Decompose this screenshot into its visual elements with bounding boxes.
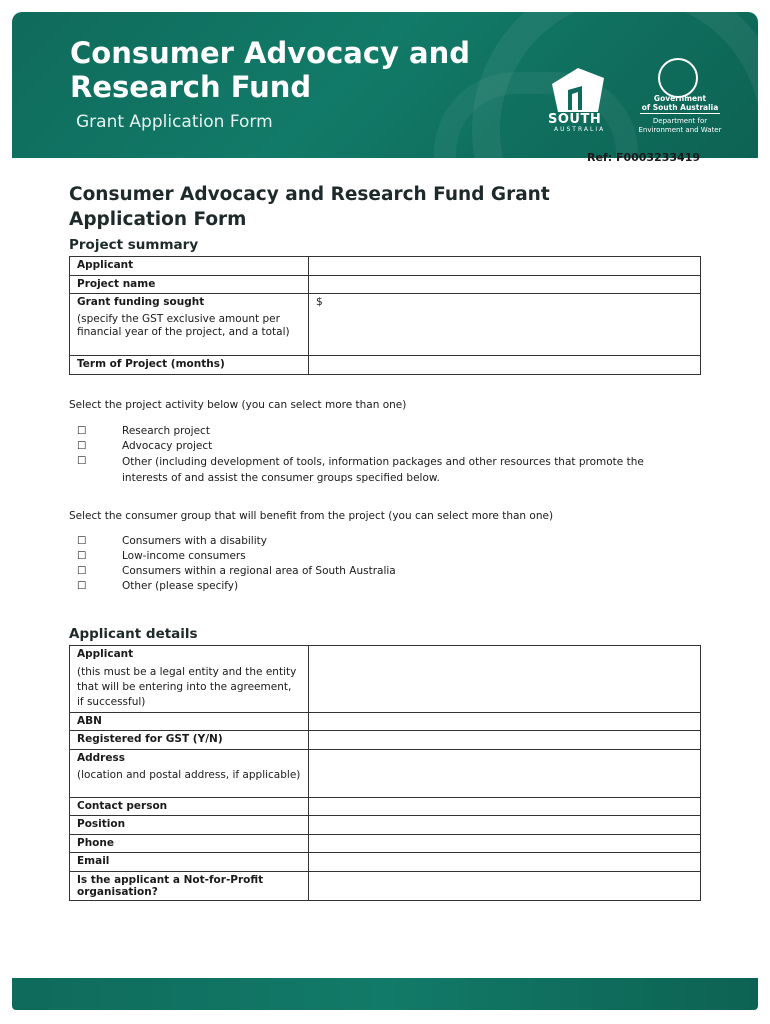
document-title <box>69 182 629 232</box>
row-label <box>70 853 309 872</box>
sa-logo-sub: AUSTRALIA <box>554 126 606 133</box>
project-name-field[interactable] <box>309 275 701 294</box>
option-label: Consumers with a disability <box>122 535 267 547</box>
divider <box>640 113 720 114</box>
row-label <box>70 257 309 276</box>
checkbox-other-activity[interactable]: ☐ <box>77 455 87 467</box>
applicant-field[interactable] <box>309 257 701 276</box>
label-text: Term of Project (months) <box>77 358 225 370</box>
gst-field[interactable] <box>309 731 701 750</box>
row-label <box>70 797 309 816</box>
document-title-line2: Application Form <box>69 209 247 230</box>
table-row <box>70 646 701 713</box>
label-text: Email <box>77 855 110 867</box>
label-text: Address <box>77 751 125 764</box>
table-row <box>70 275 701 294</box>
row-label <box>70 275 309 294</box>
sa-logo-word: SOUTH <box>548 112 602 127</box>
table-row <box>70 257 701 276</box>
checkbox-research[interactable]: ☐ <box>77 425 87 437</box>
applicant-details-heading: Applicant details <box>69 626 198 642</box>
position-field[interactable] <box>309 816 701 835</box>
label-text: ABN <box>77 714 102 727</box>
row-label <box>70 834 309 853</box>
banner-title <box>70 36 470 104</box>
table-row <box>70 834 701 853</box>
label-note: (this must be a legal entity and the entity that will be entering into the agreement, if successful) <box>77 665 297 708</box>
address-field[interactable] <box>309 749 701 797</box>
email-field[interactable] <box>309 853 701 872</box>
applicant-entity-field[interactable] <box>309 646 701 713</box>
contact-person-field[interactable] <box>309 797 701 816</box>
option-label: Other (including development of tools, information packages and other resources that promote the interests of and assist the consumer groups specified below. <box>122 456 644 484</box>
project-summary-table <box>69 256 701 375</box>
abn-field[interactable] <box>309 712 701 731</box>
table-row <box>70 816 701 835</box>
government-name <box>632 94 728 112</box>
label-text: Is the applicant a Not-for-Profit organisation? <box>77 873 264 898</box>
option-label: Research project <box>122 425 210 437</box>
not-for-profit-field[interactable] <box>309 871 701 900</box>
checkbox-disability[interactable]: ☐ <box>77 535 87 547</box>
table-row <box>70 294 701 356</box>
row-label <box>70 816 309 835</box>
row-label <box>70 712 309 731</box>
reference-number: Ref: F0003233419 <box>587 151 700 164</box>
grant-funding-field[interactable]: $ <box>309 294 701 356</box>
dept-line2: Environment and Water <box>638 126 722 134</box>
banner-title-line1: Consumer Advocacy and <box>70 36 470 70</box>
activity-prompt: Select the project activity below (you can select more than one) <box>69 399 407 411</box>
label-text: Grant funding sought <box>77 296 205 308</box>
label-text: Contact person <box>77 799 168 812</box>
option-label: Advocacy project <box>122 440 213 452</box>
gov-line1: Government <box>653 94 707 103</box>
label-note: (location and postal address, if applicable) <box>77 769 301 781</box>
banner-subtitle: Grant Application Form <box>76 112 273 132</box>
table-row <box>70 749 701 797</box>
row-label <box>70 646 309 713</box>
table-row <box>70 731 701 750</box>
gov-line2: of South Australia <box>641 103 719 112</box>
dept-line1: Department for <box>652 117 708 125</box>
table-row <box>70 712 701 731</box>
checkbox-advocacy[interactable]: ☐ <box>77 440 87 452</box>
row-label <box>70 356 309 375</box>
phone-field[interactable] <box>309 834 701 853</box>
label-text: Applicant <box>77 259 134 271</box>
table-row <box>70 871 701 900</box>
row-label <box>70 871 309 900</box>
label-text: Registered for GST (Y/N) <box>77 733 223 745</box>
table-row <box>70 356 701 375</box>
document-title-line1: Consumer Advocacy and Research Fund Grant <box>69 184 550 205</box>
label-note: (specify the GST exclusive amount per financial year of the project, and a total) <box>77 312 290 338</box>
table-row <box>70 853 701 872</box>
government-crest-icon <box>658 58 698 98</box>
checkbox-regional[interactable]: ☐ <box>77 565 87 577</box>
banner-title-line2: Research Fund <box>70 70 312 104</box>
consumer-group-prompt: Select the consumer group that will benefit from the project (you can select more than one) <box>69 510 554 522</box>
row-label <box>70 294 309 356</box>
footer-banner <box>12 978 758 1010</box>
option-label: Low-income consumers <box>122 550 246 562</box>
label-text: Project name <box>77 277 156 290</box>
label-text: Position <box>77 818 126 830</box>
applicant-details-table <box>69 645 701 901</box>
department-name <box>632 117 728 135</box>
header-banner <box>12 12 758 158</box>
project-summary-heading: Project summary <box>69 237 199 253</box>
option-label: Consumers within a regional area of South Australia <box>122 565 396 577</box>
option-label: Other (please specify) <box>122 580 239 592</box>
table-row <box>70 797 701 816</box>
term-field[interactable] <box>309 356 701 375</box>
label-text: Phone <box>77 836 114 849</box>
checkbox-low-income[interactable]: ☐ <box>77 550 87 562</box>
row-label <box>70 731 309 750</box>
checkbox-other-group[interactable]: ☐ <box>77 580 87 592</box>
label-text: Applicant <box>77 648 134 660</box>
row-label <box>70 749 309 797</box>
